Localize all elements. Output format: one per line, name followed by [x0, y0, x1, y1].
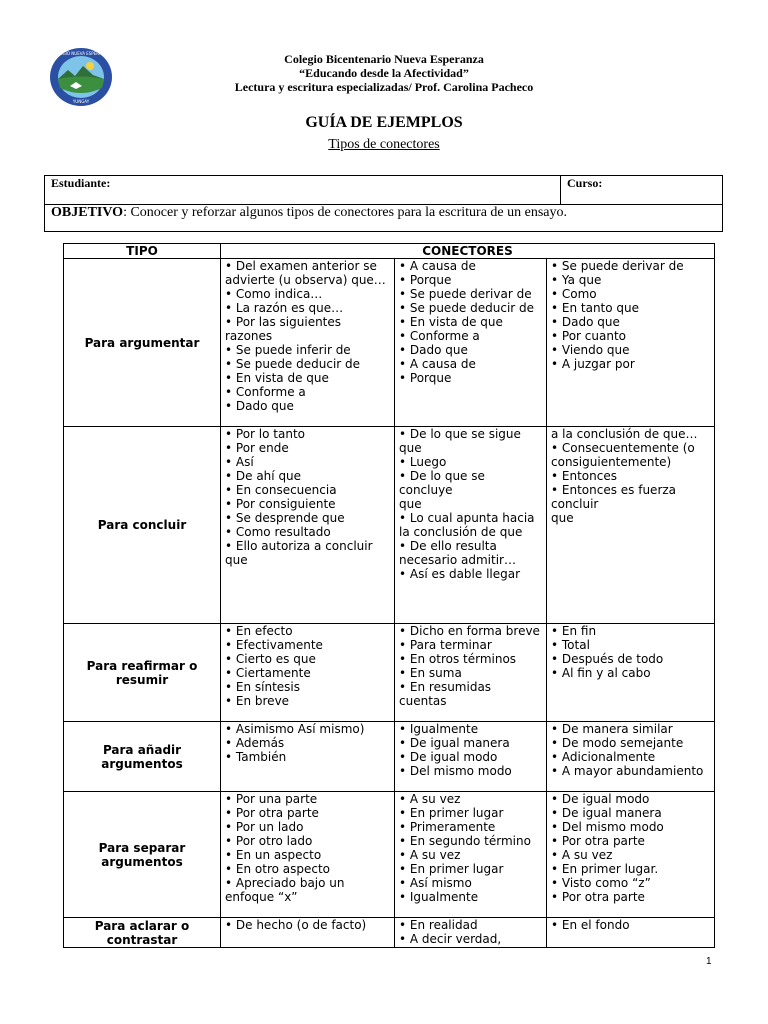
connector-list — [551, 624, 710, 680]
connector-list — [225, 792, 390, 904]
list-item: • Conforme a — [225, 385, 306, 399]
row-type: Para aclarar o contrastar — [64, 918, 221, 948]
row-type: Para reafirmar o resumir — [64, 624, 221, 722]
list-item: • Después de todo — [551, 652, 664, 666]
objective-label: OBJETIVO — [51, 205, 124, 220]
list-item: • Por cuanto — [551, 329, 626, 343]
objective-cell — [45, 205, 723, 232]
list-item: • Entonces — [551, 469, 617, 483]
list-item: • A mayor abundamiento — [551, 764, 704, 778]
student-field[interactable] — [45, 176, 561, 205]
list-item: • En vista de que — [225, 371, 329, 385]
connector-cell-col1 — [221, 259, 395, 427]
objective-text: : Conocer y reforzar algunos tipos de conectores para la escritura de un ensayo. — [123, 205, 568, 220]
connector-list — [551, 259, 710, 371]
list-item: • Consecuentemente (o consiguientemente) — [551, 441, 695, 469]
list-item: • En suma — [399, 666, 462, 680]
student-label: Estudiante: — [51, 176, 111, 190]
connector-cell-col2 — [395, 918, 547, 948]
list-item: • En realidad — [399, 918, 478, 932]
list-item: • Así mismo — [399, 876, 472, 890]
table-body — [64, 259, 715, 948]
connectors-table — [63, 243, 715, 948]
connector-cell-col1 — [221, 624, 395, 722]
list-item: • Asimismo Así mismo) — [225, 722, 365, 736]
list-item: • Para terminar — [399, 638, 492, 652]
connector-list — [551, 792, 710, 904]
list-item: • Se puede deducir de — [399, 301, 535, 315]
list-item: • Por otra parte — [551, 834, 645, 848]
list-item: • En resumidas cuentas — [399, 680, 492, 708]
list-item: • Total — [551, 638, 590, 652]
list-item: • En efecto — [225, 624, 293, 638]
table-row — [64, 259, 715, 427]
document-header — [0, 52, 768, 94]
connector-list — [551, 722, 710, 778]
list-item: • En otro aspecto — [225, 862, 331, 876]
school-motto: “Educando desde la Afectividad” — [299, 66, 469, 80]
list-item: que — [551, 511, 574, 525]
course-label: Curso: — [567, 176, 603, 190]
connector-list — [399, 792, 542, 904]
list-item: • Ciertamente — [225, 666, 311, 680]
list-item: • Igualmente — [399, 722, 479, 736]
list-item: • Así es dable llegar — [399, 567, 521, 581]
logo-bottom-text: YUNGAY — [72, 99, 90, 104]
list-item: • Por las siguientes razones — [225, 315, 342, 343]
list-item: • En segundo término — [399, 834, 531, 848]
list-item: • A juzgar por — [551, 357, 635, 371]
connector-cell-col2 — [395, 722, 547, 792]
connector-cell-col3 — [547, 792, 715, 918]
table-row — [64, 792, 715, 918]
list-item: • Dado que — [551, 315, 620, 329]
list-item: • Primeramente — [399, 820, 496, 834]
list-item: • Adicionalmente — [551, 750, 656, 764]
list-item: • De modo semejante — [551, 736, 684, 750]
connector-list — [551, 427, 710, 525]
list-item: • Igualmente — [399, 890, 479, 904]
list-item: • Por un lado — [225, 820, 304, 834]
list-item: • En síntesis — [225, 680, 301, 694]
list-item: • A su vez — [551, 848, 613, 862]
list-item: • Así — [225, 455, 254, 469]
list-item: • En primer lugar — [399, 806, 504, 820]
connector-list — [399, 722, 542, 778]
connector-list — [225, 427, 390, 567]
connector-cell-col3 — [547, 259, 715, 427]
logo-ring-text: COLEGIO NUEVA ESPERANZA — [51, 51, 111, 56]
list-item: • Se desprende que — [225, 511, 345, 525]
list-item: • A causa de — [399, 357, 476, 371]
table-row — [64, 722, 715, 792]
list-item: • En vista de que — [399, 315, 503, 329]
page-subtitle — [0, 137, 768, 153]
table-row — [64, 427, 715, 624]
row-type: Para concluir — [64, 427, 221, 624]
list-item: • Como — [551, 287, 597, 301]
list-item: • Como resultado — [225, 525, 331, 539]
list-item: • Se puede deducir de — [225, 357, 361, 371]
connector-cell-col1 — [221, 918, 395, 948]
page-number: 1 — [706, 956, 712, 967]
course-field[interactable] — [561, 176, 723, 205]
connector-list — [399, 259, 542, 385]
list-item: • En tanto que — [551, 301, 640, 315]
page-title: GUÍA DE EJEMPLOS — [305, 114, 463, 131]
list-item: • De ello resulta necesario admitir… — [399, 539, 516, 567]
list-item: • En otros términos — [399, 652, 517, 666]
list-item: • Dicho en forma breve — [399, 624, 540, 638]
list-item: • Porque — [399, 273, 452, 287]
course-line: Lectura y escritura especializadas/ Prof. Carolina Pacheco — [234, 80, 534, 94]
list-item: • A causa de — [399, 259, 476, 273]
connector-cell-col2 — [395, 259, 547, 427]
list-item: • Luego — [399, 455, 447, 469]
connector-cell-col3 — [547, 427, 715, 624]
connector-cell-col3 — [547, 624, 715, 722]
list-item: • En breve — [225, 694, 290, 708]
table-header-row — [64, 244, 715, 259]
connector-list — [399, 427, 542, 581]
list-item: • De igual manera — [551, 806, 662, 820]
student-info-table — [44, 175, 723, 232]
table-row — [64, 624, 715, 722]
connector-cell-col2 — [395, 624, 547, 722]
connector-cell-col1 — [221, 722, 395, 792]
list-item: • Visto como “z” — [551, 876, 651, 890]
list-item: • También — [225, 750, 287, 764]
list-item: • Además — [225, 736, 285, 750]
list-item: • En un aspecto — [225, 848, 322, 862]
list-item: • Ello autoriza a concluir que — [225, 539, 373, 567]
list-item: • Se puede derivar de — [551, 259, 684, 273]
list-item: • De lo que se concluye — [399, 469, 485, 497]
list-item: • Porque — [399, 371, 452, 385]
row-type: Para añadir argumentos — [64, 722, 221, 792]
list-item: • En primer lugar. — [551, 862, 659, 876]
row-type: Para separar argumentos — [64, 792, 221, 918]
list-item: a la conclusión de que… — [551, 427, 698, 441]
list-item: • A decir verdad, — [399, 932, 502, 946]
list-item: • De igual modo — [551, 792, 650, 806]
connector-list — [399, 918, 542, 946]
list-item: • En fin — [551, 624, 597, 638]
connector-cell-col3 — [547, 918, 715, 948]
school-name: Colegio Bicentenario Nueva Esperanza — [284, 52, 484, 66]
list-item: • De igual manera — [399, 736, 510, 750]
list-item: • Efectivamente — [225, 638, 323, 652]
connector-list — [225, 259, 390, 413]
connector-cell-col1 — [221, 427, 395, 624]
list-item: • Del mismo modo — [551, 820, 664, 834]
header-connectors: CONECTORES — [221, 244, 715, 259]
list-item: • Por otro lado — [225, 834, 313, 848]
row-type: Para argumentar — [64, 259, 221, 427]
list-item: • Por una parte — [225, 792, 318, 806]
list-item: • Se puede derivar de — [399, 287, 532, 301]
list-item: • Por lo tanto — [225, 427, 305, 441]
header-type: TIPO — [64, 244, 221, 259]
list-item: • Del examen anterior se advierte (u observa) que… — [225, 259, 386, 287]
connector-list — [225, 918, 390, 932]
connector-cell-col2 — [395, 427, 547, 624]
list-item: • Como indica… — [225, 287, 323, 301]
list-item: • Viendo que — [551, 343, 630, 357]
list-item: • De ahí que — [225, 469, 302, 483]
list-item: • Al fin y al cabo — [551, 666, 651, 680]
list-item: • Por otra parte — [551, 890, 645, 904]
list-item: • La razón es que… — [225, 301, 344, 315]
list-item: • Entonces es fuerza concluir — [551, 483, 677, 511]
connector-cell-col1 — [221, 792, 395, 918]
list-item: • En el fondo — [551, 918, 630, 932]
list-item: • De manera similar — [551, 722, 673, 736]
list-item: • De hecho (o de facto) — [225, 918, 367, 932]
list-item: • Cierto es que — [225, 652, 316, 666]
connector-cell-col2 — [395, 792, 547, 918]
list-item: • Dado que — [225, 399, 294, 413]
subtitle-text: Tipos de conectores — [328, 137, 440, 152]
connector-list — [225, 624, 390, 708]
list-item: • En primer lugar — [399, 862, 504, 876]
connector-list — [225, 722, 390, 764]
table-row — [64, 918, 715, 948]
list-item: • A su vez — [399, 792, 461, 806]
connector-list — [551, 918, 710, 932]
list-item: • Apreciado bajo un enfoque “x” — [225, 876, 345, 904]
connector-list — [399, 624, 542, 708]
list-item: • Del mismo modo — [399, 764, 512, 778]
list-item: • Dado que — [399, 343, 468, 357]
list-item: • Se puede inferir de — [225, 343, 351, 357]
list-item: • Conforme a — [399, 329, 480, 343]
list-item: • Por ende — [225, 441, 289, 455]
list-item: • Lo cual apunta hacia la conclusión de que — [399, 511, 535, 539]
list-item: • Por otra parte — [225, 806, 319, 820]
list-item: • Ya que — [551, 273, 602, 287]
connector-cell-col3 — [547, 722, 715, 792]
list-item: • De igual modo — [399, 750, 498, 764]
list-item: • En consecuencia — [225, 483, 337, 497]
list-item: • De lo que se sigue que — [399, 427, 521, 455]
list-item: que — [399, 497, 422, 511]
list-item: • Por consiguiente — [225, 497, 336, 511]
list-item: • A su vez — [399, 848, 461, 862]
